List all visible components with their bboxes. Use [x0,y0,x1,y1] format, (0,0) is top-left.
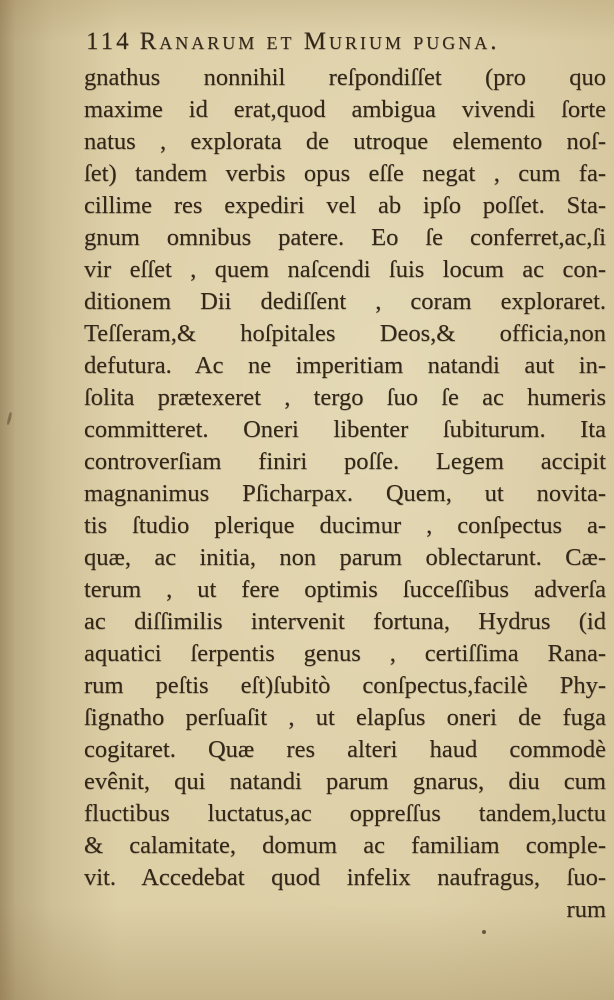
text-line: aquatici ſerpentis genus , certiſſima Rana- [84,640,606,667]
running-title: Ranarum et Murium pugna. [139,28,500,55]
text-line: ditionem Dii dediſſent , coram exploraret. [84,288,606,315]
text-line: tis ſtudio plerique ducimur , conſpectus a- [84,512,606,539]
text-line: terum , ut fere optimis ſucceſſibus adverſa [84,576,606,603]
page-number: 114 [86,28,132,55]
text-line: vir eſſet , quem naſcendi ſuis locum ac con- [84,256,606,283]
ink-speck [482,930,486,934]
catchword: rum [566,896,606,923]
text-line: cillime res expediri vel ab ipſo poſſet. Sta- [84,192,606,219]
text-line: rum peſtis eſt)ſubitò conſpectus,facilè Phy- [84,672,606,699]
text-line: controverſiam finiri poſſe. Legem accipit [84,448,606,475]
text-line: Teſſeram,& hoſpitales Deos,& officia,non [84,320,606,347]
text-line: cogitaret. Quæ res alteri haud commodè [84,736,606,763]
text-line: natus , explorata de utroque elemento noſ- [84,128,606,155]
text-line: ſolita prætexeret , tergo ſuo ſe ac humeris [84,384,606,411]
text-line: ſet) tandem verbis opus eſſe negat , cum fa- [84,160,606,187]
text-line: ac diſſimilis intervenit fortuna, Hydrus (id [84,608,606,635]
body-text [84,62,606,926]
text-line: gnum omnibus patere. Eo ſe conferret,ac,ſi [84,224,606,251]
running-header [86,26,586,58]
text-line: defutura. Ac ne imperitiam natandi aut in- [84,352,606,379]
text-line: committeret. Oneri libenter ſubiturum. Ita [84,416,606,443]
text-line: evênit, qui natandi parum gnarus, diu cum [84,768,606,795]
text-line: gnathus nonnihil reſpondiſſet (pro quo [84,64,606,91]
text-line: magnanimus Pſicharpax. Quem, ut novita- [84,480,606,507]
text-line: quæ, ac initia, non parum oblectarunt. Cæ- [84,544,606,571]
text-line: ſignatho perſuaſit , ut elapſus oneri de fuga [84,704,606,731]
text-line: vit. Accedebat quod infelix naufragus, ſuo- [84,864,606,891]
text-line: fluctibus luctatus,ac oppreſſus tandem,luctu [84,800,606,827]
text-lines [84,62,606,894]
text-line: & calamitate, domum ac familiam comple- [84,832,606,859]
ink-speck [6,412,12,425]
text-line: maxime id erat,quod ambigua vivendi ſorte [84,96,606,123]
